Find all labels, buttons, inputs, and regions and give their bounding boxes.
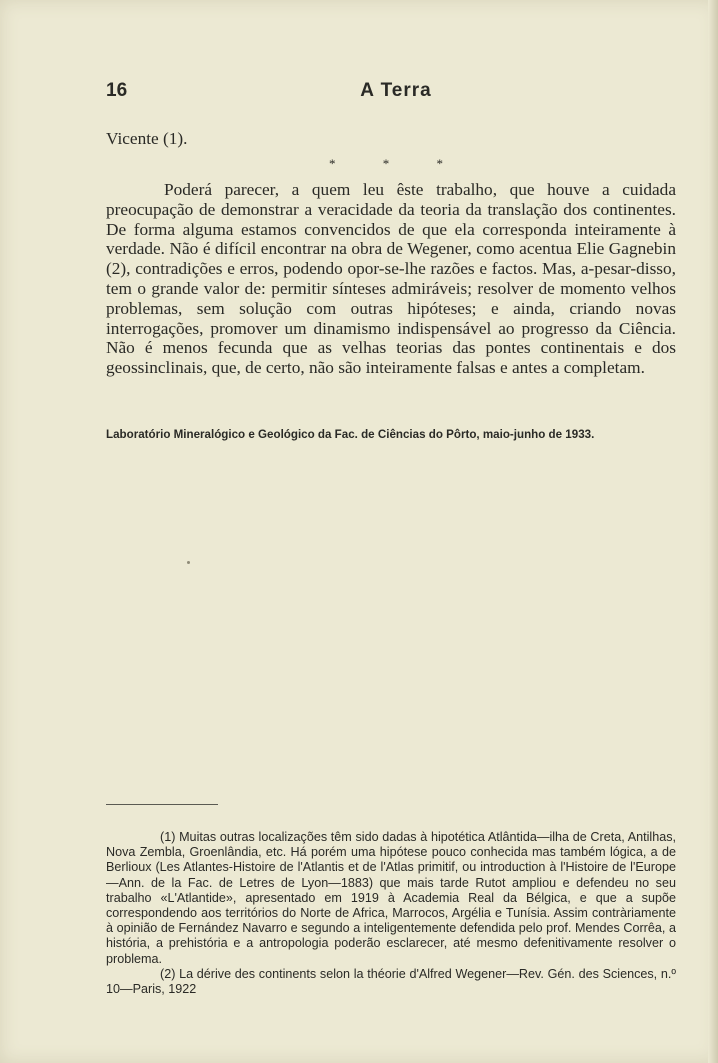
page-edge-shadow [708,0,718,1063]
running-title: A Terra [360,80,432,101]
print-speck [187,561,190,564]
footnote-rule [106,804,218,805]
page-header [106,80,676,104]
opening-line: Vicente (1). [106,129,188,148]
page-number: 16 [106,80,128,101]
footnote-2: (2) La dérive des continents selon la théorie d'Alfred Wegener—Rev. Gén. des Sciences, n.º 10—Paris, 1922 [106,966,676,997]
footnotes [106,830,676,997]
affiliation-line: Laboratório Mineralógico e Geológico da Fac. de Ciências do Pôrto, maio-junho de 1933. [106,428,595,441]
section-separator: * * * [329,156,465,171]
footnote-1: (1) Muitas outras localizações têm sido dadas à hipotética Atlântida—ilha de Creta, Antilhas, Nova Zembla, Groenlândia, etc. Há porém uma hipótese pouco conhecida mas também lógica, a de Berlioux (Les Atlantes-Histoire de l'Atlantis et de l'Atlas primitif, ou introduction à l'Histoire de l'Europe—Ann. de la Fac. de Letres de Lyon—1883) que mais tarde Rutot ampliou e defendeu no seu trabalho «L'Atlantide», apresentado em 1919 à Academia Real da Bélgica, e que a supõe correspondendo aos territórios do Norte de Africa, Marrocos, Argélia e Tunísia. Assim contràriamente à opinião de Fernández Navarro e segundo a inteligentemente defendida pelo prof. Mendes Corrêa, a história, a prehistória e a antropologia poderão esclarecer, até mesmo defenitivamente resolver o problema. [106,830,676,966]
main-paragraph: Poderá parecer, a quem leu êste trabalho, que houve a cuidada preocupação de demonstrar a veracidade da teoria da translação dos continentes. De forma alguma estamos convencidos de que ela corresponda inteiramente à verdade. Não é difícil encontrar na obra de Wegener, como acentua Elie Gagnebin (2), contradições e erros, podendo opor-se-lhe razões e factos. Mas, a-pesar-disso, tem o grande valor de: permitir sínteses admiráveis; resolver de momento velhos problemas, sem solução com outras hipóteses; e ainda, criando novas interrogações, promover um dinamismo indispensável ao progresso da Ciência. Não é menos fecunda que as velhas teorias das pontes continentais e dos geossinclinais, que, de certo, não são inteiramente falsas e antes a completam. [106,180,676,378]
